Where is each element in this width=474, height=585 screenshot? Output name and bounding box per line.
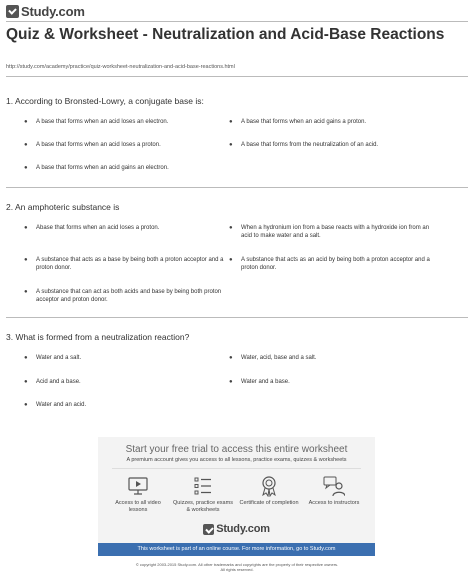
radio-bullet-icon: ● <box>24 225 28 231</box>
instructor-icon <box>323 475 345 497</box>
q1-option-e[interactable]: ● A base that forms when an acid gains an electron. <box>24 165 169 171</box>
page-url: http://study.com/academy/practice/quiz-worksheet-neutralization-and-acid-base-reactions.html <box>6 64 235 70</box>
feature-instructors: Access to instructors <box>304 475 364 507</box>
question-divider <box>6 187 468 188</box>
studycom-logo[interactable] <box>6 4 468 19</box>
copyright-line: © copyright 2003-2015 Study.com. All other trademarks and copyrights are the property of their respective owners. <box>135 562 339 567</box>
certificate-icon <box>258 475 280 497</box>
question-2: 2. An amphoteric substance is <box>6 202 120 212</box>
radio-bullet-icon: ● <box>229 355 233 361</box>
q2-option-b[interactable]: ● When a hydronium ion from a base reacts with a hydroxide ion from an acid to make water and a salt. <box>229 225 430 239</box>
feature-quizzes: Quizzes, practice exams & worksheets <box>173 475 233 514</box>
copyright-footer <box>0 562 474 572</box>
q2-option-a[interactable]: ● Abase that forms when an acid loses a proton. <box>24 225 160 231</box>
radio-bullet-icon: ● <box>229 379 233 385</box>
course-info-bar[interactable]: This worksheet is part of an online course. For more information, go to Study.com <box>98 543 375 556</box>
radio-bullet-icon: ● <box>24 402 28 408</box>
q3-option-a[interactable]: ● Water and a salt. <box>24 355 82 361</box>
q2-option-d[interactable]: ● A substance that acts as an acid by being both a proton acceptor and a proton donor. <box>229 257 430 271</box>
question-1: 1. According to Bronsted-Lowry, a conjugate base is: <box>6 96 204 106</box>
q1-option-d[interactable]: ● A base that forms from the neutralization of an acid. <box>229 142 379 148</box>
feature-certificate: Certificate of completion <box>239 475 299 507</box>
radio-bullet-icon: ● <box>229 257 233 263</box>
page-header <box>6 4 468 20</box>
page-title: Quiz & Worksheet - Neutralization and Acid-Base Reactions <box>6 26 445 43</box>
list-icon <box>192 475 214 497</box>
q3-option-c[interactable]: ● Acid and a base. <box>24 379 81 385</box>
title-divider <box>6 76 468 77</box>
question-divider <box>6 317 468 318</box>
radio-bullet-icon: ● <box>24 119 28 125</box>
rights-line: All rights reserved. <box>220 567 254 572</box>
radio-bullet-icon: ● <box>24 257 28 263</box>
radio-bullet-icon: ● <box>24 165 28 171</box>
radio-bullet-icon: ● <box>24 142 28 148</box>
radio-bullet-icon: ● <box>24 379 28 385</box>
q3-option-e[interactable]: ● Water and an acid. <box>24 402 87 408</box>
checkmark-icon <box>203 524 214 535</box>
video-icon <box>127 475 149 497</box>
q3-option-b[interactable]: ● Water, acid, base and a salt. <box>229 355 317 361</box>
promo-title: Start your free trial to access this entire worksheet <box>125 444 348 455</box>
promo-logo[interactable]: Study.com <box>98 523 375 535</box>
checkmark-icon <box>6 5 19 18</box>
radio-bullet-icon: ● <box>229 142 233 148</box>
premium-promo-box <box>98 437 375 556</box>
q3-option-d[interactable]: ● Water and a base. <box>229 379 290 385</box>
radio-bullet-icon: ● <box>24 355 28 361</box>
promo-subtitle: A premium account gives you access to all lessons, practice exams, quizzes & worksheets <box>126 457 347 463</box>
promo-divider <box>112 468 361 469</box>
q2-option-e[interactable]: ● A substance that can act as both acids and base by being both proton acceptor and proton donor. <box>24 289 222 303</box>
q1-option-a[interactable]: ● A base that forms when an acid loses an electron. <box>24 119 169 125</box>
question-3: 3. What is formed from a neutralization reaction? <box>6 332 190 342</box>
q1-option-c[interactable]: ● A base that forms when an acid loses a proton. <box>24 142 161 148</box>
logo-text: Study.com <box>21 4 85 19</box>
header-divider <box>6 21 468 22</box>
radio-bullet-icon: ● <box>229 225 233 231</box>
feature-video-lessons: Access to all video lessons <box>108 475 168 514</box>
q1-option-b[interactable]: ● A base that forms when an acid gains a proton. <box>229 119 367 125</box>
q2-option-c[interactable]: ● A substance that acts as a base by being both a proton acceptor and a proton donor. <box>24 257 224 271</box>
radio-bullet-icon: ● <box>229 119 233 125</box>
radio-bullet-icon: ● <box>24 289 28 295</box>
